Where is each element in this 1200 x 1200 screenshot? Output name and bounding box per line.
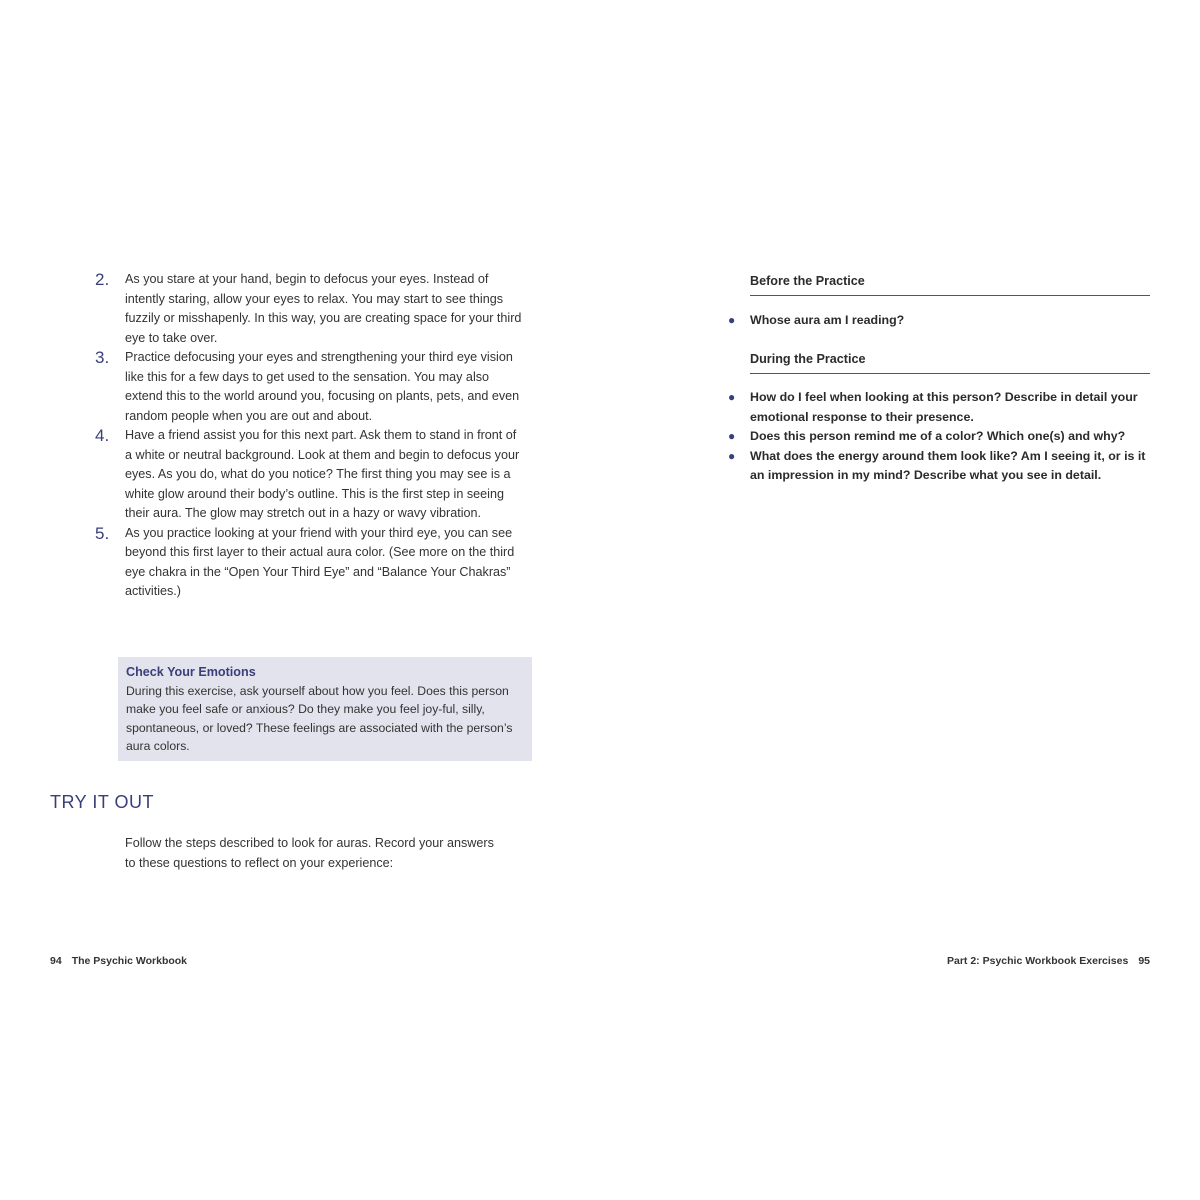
during-practice-questions: [728, 388, 1158, 486]
page-number: 95: [1138, 955, 1150, 967]
bullet-icon: ●: [728, 390, 736, 404]
question-text: Does this person remind me of a color? Which one(s) and why?: [750, 429, 1126, 443]
question-text: What does the energy around them look like? Am I seeing it, or is it an impression in my mind? Describe what you see in detail.: [750, 448, 1146, 482]
section-heading: TRY IT OUT: [50, 792, 155, 812]
step-item: [95, 524, 535, 602]
step-text: Have a friend assist you for this next part. Ask them to stand in front of a white or neutral background. Look at them and begin to defocus your eyes. As you do, what do you notice? The first thing you may see is a white glow around their body’s outline. This is the first step in seeing their aura. The glow may stretch out in a hazy or wavy vibration.: [125, 428, 520, 520]
section-intro: Follow the steps described to look for auras. Record your answers to these questions to reflect on your experience:: [125, 836, 494, 870]
step-item: [95, 426, 535, 524]
step-text: As you practice looking at your friend with your third eye, you can see beyond this first layer to their actual aura color. (See more on the third eye chakra in the “Open Your Third Eye” and “Balance Your Chakras” activities.): [125, 525, 515, 598]
question-item: [728, 427, 1158, 447]
step-number: 3.: [95, 348, 110, 367]
step-number: 4.: [95, 426, 110, 445]
bullet-icon: ●: [728, 448, 736, 463]
callout-text: During this exercise, ask yourself about how you feel. Does this person make you feel safe or anxious? Do they make you feel joy-ful, silly, spontaneous, or loved? These feelings are associated with the person’s aura colors.: [126, 683, 513, 753]
left-footer: [50, 955, 187, 967]
part-title: Part 2: Psychic Workbook Exercises: [947, 955, 1129, 967]
step-text: Practice defocusing your eyes and strengthening your third eye vision like this for a few days to get used to the sensation. You may also extend this to the world around you, focusing on plants, pets, and even random people when you are out and about.: [125, 350, 520, 423]
check-emotions-callout: [118, 657, 532, 761]
page-number: 94: [50, 955, 62, 967]
step-text: As you stare at your hand, begin to defocus your eyes. Instead of intently staring, allow your eyes to relax. You may start to see things fuzzily or misshapenly. In this way, you are creating space for your third eye to take over.: [125, 272, 522, 345]
numbered-steps: [95, 270, 535, 602]
step-number: 5.: [95, 523, 110, 543]
book-title: The Psychic Workbook: [71, 955, 188, 967]
before-practice-questions: [728, 311, 1158, 331]
right-footer: [947, 955, 1150, 967]
question-item: [728, 388, 1158, 427]
before-practice-heading: Before the Practice: [750, 272, 1150, 296]
callout-title: Check Your Emotions: [126, 665, 256, 679]
bullet-icon: ●: [728, 429, 736, 443]
step-number: 2.: [95, 270, 110, 289]
bullet-icon: ●: [728, 313, 736, 327]
step-item: [95, 348, 535, 426]
step-item: [95, 270, 535, 348]
question-item: [728, 447, 1158, 486]
right-page: [600, 0, 1200, 1200]
during-practice-heading: During the Practice: [750, 350, 1150, 374]
question-item: [728, 311, 1158, 331]
question-text: Whose aura am I reading?: [750, 313, 905, 327]
question-text: How do I feel when looking at this person? Describe in detail your emotional response to their presence.: [750, 390, 1138, 424]
